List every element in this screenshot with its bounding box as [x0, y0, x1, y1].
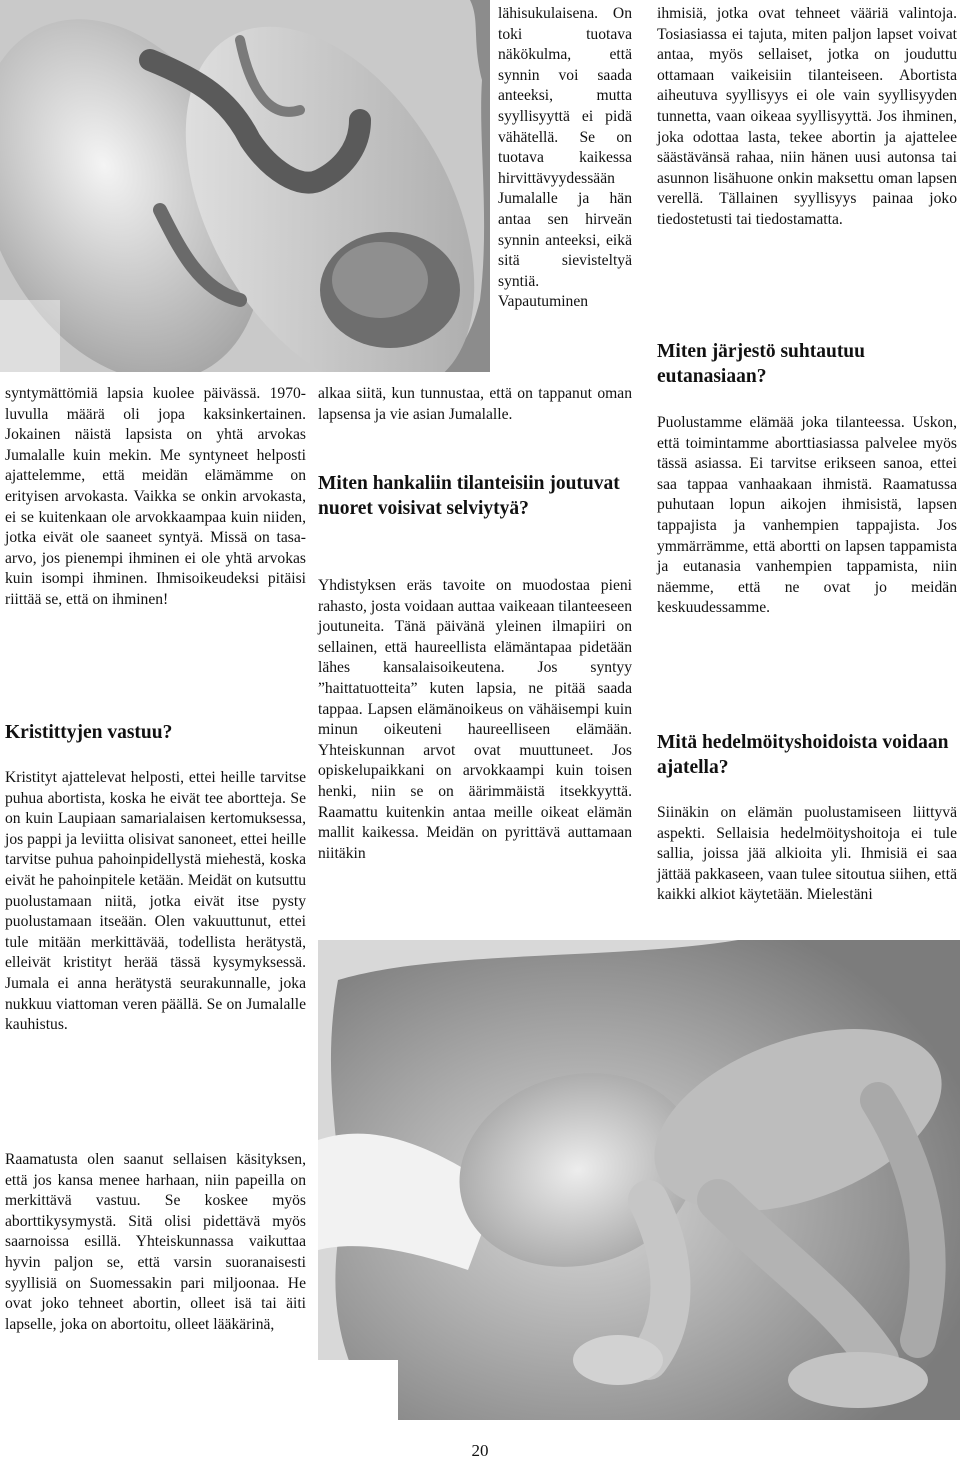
- col3-body2-paragraph: Siinäkin on elämän puolustamiseen liittyvä aspekti. Sellaisia hedelmöityshoitoja ei tule sallia, joissa jää alkioita yli. Ihmisiä ei saa jättää pakkaseen, vaan tulee sitoutua siihen, että kaikki alkiot käytetään. Mielestäni: [657, 804, 957, 904]
- col3-heading-hedelmoityshoidot: Mitä hedelmöityshoidoista voidaan ajatella?: [657, 732, 949, 778]
- bottom-photo-graphic: [318, 940, 960, 1420]
- col3-intro-paragraph: ihmisiä, jotka ovat tehneet vääriä valintoja. Tosiasiassa ei tajuta, miten paljon lapset voivat antaa, myös sellaiset, jotka on jouduttu ottamaan vaikeisiin tilanteiseen. Abortista aiheutuva syyllisyys ei ole vain syyllisyyden tunnetta, vaan oikeaa syyllisyyttä. Jos ihminen, joka odottaa lasta, tekee abortin ja ajattelee säästävänsä rahaa, niin hänen uusi autonsa tai asunnon lisähuone onkin maksettu oman lapsen verellä. Tällainen syyllisyys painaa joko tiedostetusti tai tiedostamatta.: [657, 5, 957, 228]
- top-photo-graphic: [0, 0, 490, 372]
- col1-bottom-paragraph: Raamatusta olen saanut sellaisen käsityksen, että jos kansa menee harhaan, niin papeilla on merkittävä vastuu. Se koskee myös aborttikysymystä. Sitä olisi pidettävä myös saarnoissa esillä. Yhteiskunnassa vaikuttaa hyvin paljon se, että varsin suoranaisesti syyllisiä on Suomessakin pari miljoonaa. He ovat joko tehneet abortin, olleet isä tai äiti lapselle, joka on abortoitu, olleet lääkärinä,: [5, 1151, 306, 1333]
- col1-body-paragraph: Kristityt ajattelevat helposti, ettei heille tarvitse puhua abortista, koska he eivät tee abortteja. Se on kuin Laupiaan samarialaisen kertomuksessa, jos pappi ja leviitta olisivat sanoneet, ettei heille tarvitse puhua pahoinpidellystä miehestä, koska eivät he pahoinpitele ketään. Meidät on kutsuttu puolustamaan niitä, jotka eivät itse pysty puolustamaan itseään. Olen vakuuttunut, ettei tule mitään merkittävää, todellista herätystä, elleivät kristityt herää tässä kysymyksessä. Jumala ei anna herätystä seurakunnalle, joka nukkuu viattoman veren päällä. Se on Jumalalle kauhistus.: [5, 769, 306, 1034]
- col2-wide-paragraph: alkaa siitä, kun tunnustaa, että on tappanut oman lapsensa ja vie asian Jumalalle.: [318, 385, 632, 423]
- col2-narrow-paragraph: lähisukulaisena. On toki tuotava näkökulma, että synnin voi saada anteeksi, mutta syyllisyyttä ei pidä vähätellä. Se on tuotava kaikessa hirvittävyydessään Jumalalle ja hän antaa sen hirveän synnin anteeksi, eikä sitä sievisteltyä syntiä. Vapautuminen: [498, 5, 632, 311]
- bottom-photo: [318, 940, 960, 1420]
- col1-heading-kristittyjen-vastuu: Kristittyjen vastuu?: [5, 722, 173, 743]
- col1-intro-paragraph: syntymättömiä lapsia kuolee päivässä. 1970-luvulla määrä oli jopa kaksinkertainen. Jokainen näistä lapsista on yhtä arvokas Jumalalle kuin mekin. Me syntyneet helposti ajattelemme, että meidän elämämme on erityisen arvokasta. Vaikka se onkin arvokasta, ei se kuitenkaan ole arvokkaampaa kuin niiden, jotka eivät ole saaneet syntyä. Missä on tasa-arvo, jos pienempi ihminen ei ole yhtä arvokas kuin isompi ihminen. Ihmisoikeudeksi pitäisi riittää se, että on ihminen!: [5, 385, 306, 608]
- col2-body-paragraph: Yhdistyksen eräs tavoite on muodostaa pieni rahasto, josta voidaan auttaa vaikeaan tilanteeseen joutuneita. Tänä päivänä yleinen ilmapiiri on sellainen, että haureellista elämäntapaa pidetään lähes kansalaisoikeutena. Jos syntyy ”haittatuotteita” kuten lapsia, ne pitää saada tappaa. Lapsen elämänoikeus on vähäisempi kuin minun oikeuteni haureelliseen elämään. Yhteiskunnan arvot ovat muuttuneet. Jos opiskelupaikkani on arvokkaampi kuin toisen henki, niin se on äärimmäistä itsekkyyttä. Raamattu kuitenkin antaa meille oikeat elämän mallit kaikessa. Meidän on pyrittävä auttamaan niitäkin: [318, 577, 632, 862]
- col3-heading-eutanasia: Miten järjestö suhtautuu eutanasiaan?: [657, 341, 865, 387]
- col2-heading-nuoret: Miten hankaliin tilanteisiin joutuvat nuoret voisivat selviytyä?: [318, 473, 620, 519]
- top-photo: [0, 0, 490, 372]
- col3-body1-paragraph: Puolustamme elämää joka tilanteessa. Uskon, että toimintamme aborttiasiassa palvelee myös tässä asiassa. Ei tarvitse erikseen sanoa, ettei saa tappaa vanhaakaan ihmistä. Raamatussa puhutaan lopun aikojen ihmisistä, lapsen tappajista ja vanhempien tappajista. Jos ymmärrämme, että abortti on lapsen tappamista ja eutanasia vanhempien tappamista, niin näemme, että ne ovat jo meidän keskuudessamme.: [657, 414, 957, 617]
- page-number: 20: [471, 1441, 489, 1460]
